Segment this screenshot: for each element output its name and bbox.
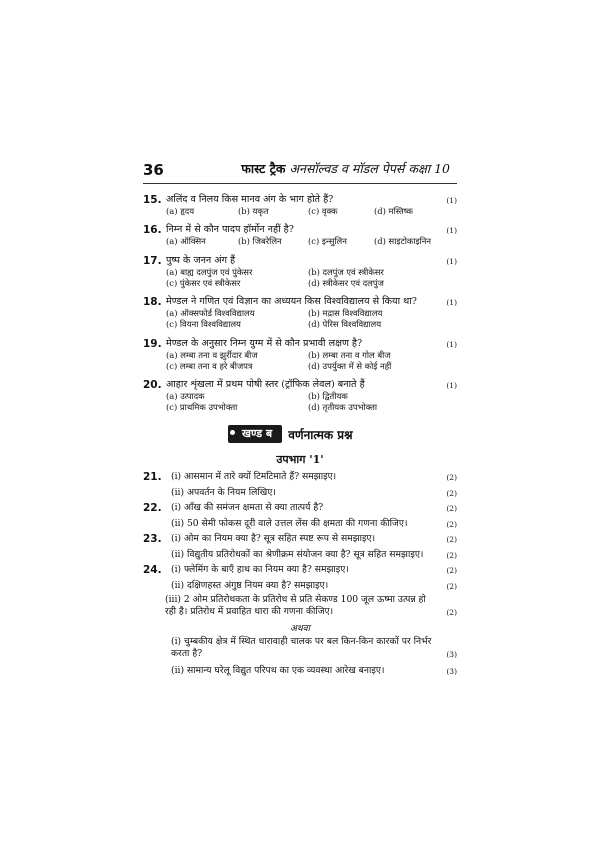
option-c: (c) वृक्क	[308, 206, 338, 216]
or-separator: अथवा	[290, 624, 310, 634]
sub-question-text: (ii) सामान्य घरेलू विद्युत परिपथ का एक व्यवस्था आरेख बनाइए।	[171, 665, 385, 676]
marks: (1)	[446, 226, 457, 235]
sub-question	[171, 502, 457, 514]
question-number: 23.	[143, 533, 162, 545]
sub-question-text: (iii) 2 ओम प्रतिरोधकता के प्रतिरोध से प्रति सेकण्ड 100 जूल ऊष्मा उत्पन्न हो रही है। प्रतिरोध में प्रवाहित धारा की गणना कीजिए।	[165, 594, 426, 617]
sub-question-text: (i) आँख की समंजन क्षमता से क्या तात्पर्य है?	[171, 502, 324, 513]
option-d: (d) उपर्युक्त में से कोई नहीं	[308, 361, 392, 371]
option-c: (c) पुंकेसर एवं स्त्रीकेसर	[166, 278, 241, 288]
question-15	[143, 194, 457, 217]
question-number: 19.	[143, 338, 162, 350]
question-text: आहार शृंखला में प्रथम पोषी स्तर (ट्रॉफिक लेवल) बनाते हैं	[166, 379, 365, 390]
question-number: 15.	[143, 194, 162, 206]
option-c: (c) प्राथमिक उपभोक्ता	[166, 402, 238, 412]
page-number: 36	[143, 161, 164, 179]
question-number: 16.	[143, 224, 162, 236]
option-c: (c) वियना विश्वविद्यालय	[166, 319, 241, 329]
question-18	[143, 296, 457, 330]
options	[143, 278, 457, 289]
options	[143, 361, 457, 372]
sub-question-text: (i) चुम्बकीय क्षेत्र में स्थित धारावाही चालक पर बल किन-किन कारकों पर निर्भर करता है?	[171, 636, 432, 659]
option-a: (a) लम्बा तना व झुर्रीदार बीज	[166, 350, 258, 360]
running-header	[241, 160, 450, 177]
marks: (1)	[446, 257, 457, 266]
sub-question	[171, 564, 457, 576]
question-number: 18.	[143, 296, 162, 308]
options	[143, 319, 457, 330]
question-16	[143, 224, 457, 247]
options	[143, 236, 457, 247]
marks: (2)	[446, 582, 457, 591]
options	[143, 391, 457, 402]
sub-question	[165, 594, 457, 618]
question-number: 24.	[143, 564, 162, 576]
subpart-title: उपभाग '1'	[276, 453, 324, 466]
header-rule	[143, 183, 457, 184]
option-a: (a) ऑक्सफोर्ड विश्वविद्यालय	[166, 308, 255, 318]
sub-question	[171, 636, 457, 660]
options	[143, 267, 457, 278]
sub-question	[171, 665, 457, 677]
marks: (3)	[446, 667, 457, 676]
marks: (2)	[446, 520, 457, 529]
sub-question-text: (i) ओम का नियम क्या है? सूत्र सहित स्पष्ट रूप से समझाइए।	[171, 533, 376, 544]
option-a: (a) बाह्य दलपुंज एवं पुंकेसर	[166, 267, 253, 277]
sub-question-text: (ii) विद्युतीय प्रतिरोधकों का श्रेणीक्रम संयोजन क्या है? सूत्र सहित समझाइए।	[171, 549, 424, 560]
section-badge: खण्ड ब	[228, 425, 282, 443]
header-title-rest: अनसॉल्वड व मॉडल पेपर्स कक्षा 10	[289, 161, 450, 176]
marks: (1)	[446, 298, 457, 307]
question-number: 22.	[143, 502, 162, 514]
sub-question	[171, 533, 457, 545]
marks: (1)	[446, 340, 457, 349]
option-a: (a) उत्पादक	[166, 391, 205, 401]
option-b: (b) दलपुंज एवं स्त्रीकेसर	[308, 267, 384, 277]
sub-question-text: (ii) अपवर्तन के नियम लिखिए।	[171, 487, 276, 498]
sub-question	[171, 518, 457, 530]
question-text: पुष्प के जनन अंग हैं	[166, 255, 236, 266]
option-c: (c) लम्बा तना व हरे बीजपत्र	[166, 361, 253, 371]
marks: (2)	[446, 535, 457, 544]
marks: (3)	[446, 650, 457, 659]
option-b: (b) यकृत	[238, 206, 269, 216]
options	[143, 350, 457, 361]
question-21	[143, 471, 457, 501]
question-text: अलिंद व निलय किस मानव अंग के भाग होते हैं?	[166, 194, 334, 205]
marks: (2)	[446, 473, 457, 482]
question-20	[143, 379, 457, 413]
option-b: (b) द्वितीयक	[308, 391, 348, 401]
option-d: (d) पेरिस विश्वविद्यालय	[308, 319, 382, 329]
question-19	[143, 338, 457, 372]
question-number: 21.	[143, 471, 162, 483]
marks: (2)	[446, 551, 457, 560]
marks: (1)	[446, 196, 457, 205]
option-d: (d) साइटोकाइनिन	[374, 236, 432, 246]
question-number: 17.	[143, 255, 162, 267]
question-22	[143, 502, 457, 532]
option-b: (b) जिबरेलिन	[238, 236, 282, 246]
options	[143, 402, 457, 413]
option-a: (a) ऑक्सिन	[166, 236, 206, 246]
option-d: (d) स्त्रीकेसर एवं दलपुंज	[308, 278, 384, 288]
sub-question-text: (i) आसमान में तारे क्यों टिमटिमाते हैं? समझाइए।	[171, 471, 337, 482]
question-text: मेण्डल ने गणित एवं विज्ञान का अध्ययन किस विश्वविद्यालय से किया था?	[166, 296, 417, 307]
marks: (2)	[446, 489, 457, 498]
marks: (1)	[446, 381, 457, 390]
question-number: 20.	[143, 379, 162, 391]
marks: (2)	[446, 566, 457, 575]
option-a: (a) हृदय	[166, 206, 195, 216]
options	[143, 308, 457, 319]
sub-question	[171, 549, 457, 561]
section-heading	[228, 425, 353, 443]
option-d: (d) तृतीयक उपभोक्ता	[308, 402, 378, 412]
question-text: मेण्डल के अनुसार निम्न युग्म में से कौन प्रभावी लक्षण है?	[166, 338, 363, 349]
sub-question-text: (ii) 50 सेमी फोकस दूरी वाले उत्तल लेंस की क्षमता की गणना कीजिए।	[171, 518, 408, 529]
options	[143, 206, 457, 217]
sub-question-text: (ii) दक्षिणहस्त अंगुष्ठ नियम क्या है? समझाइए।	[171, 580, 329, 591]
marks: (2)	[446, 608, 457, 617]
sub-question	[171, 487, 457, 499]
question-23	[143, 533, 457, 563]
option-b: (b) लम्बा तना व गोल बीज	[308, 350, 391, 360]
option-c: (c) इन्सुलिन	[308, 236, 347, 246]
header-title-bold: फास्ट ट्रैक	[241, 161, 286, 176]
sub-question	[171, 471, 457, 483]
sub-question-text: (i) फ्लेमिंग के बाएँ हाथ का नियम क्या है? समझाइए।	[171, 564, 349, 575]
question-text: निम्न में से कौन पादप हॉर्मोन नहीं है?	[166, 224, 294, 235]
section-title: वर्णनात्मक प्रश्न	[288, 427, 353, 442]
question-17	[143, 255, 457, 289]
sub-question	[171, 580, 457, 592]
marks: (2)	[446, 504, 457, 513]
option-d: (d) मस्तिष्क	[374, 206, 413, 216]
option-b: (b) मद्रास विश्वविद्यालय	[308, 308, 383, 318]
